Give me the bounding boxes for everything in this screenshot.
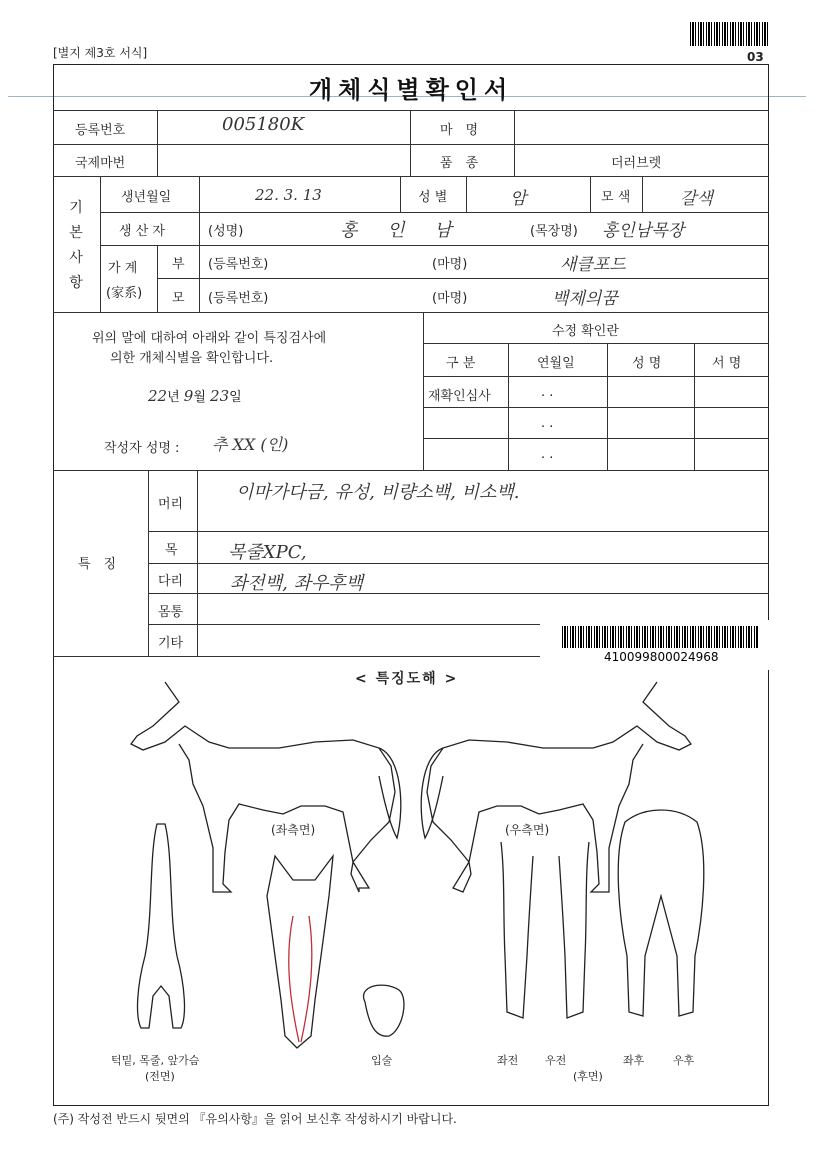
rule bbox=[694, 343, 695, 470]
legs-value: 좌전백, 좌우후백 bbox=[230, 573, 364, 594]
rule bbox=[197, 470, 198, 656]
legs-label: 다리 bbox=[158, 574, 184, 589]
rule bbox=[423, 438, 769, 439]
right-hind-caption: 우후 bbox=[673, 1054, 695, 1067]
rule bbox=[466, 176, 467, 212]
producer-name-label: (성명) bbox=[208, 224, 244, 239]
rule bbox=[148, 531, 769, 532]
intl-no-label: 국제마번 bbox=[75, 156, 126, 171]
rule bbox=[100, 245, 769, 246]
front-caption-1: 턱밑, 목줄, 앞가슴 bbox=[111, 1054, 200, 1067]
date-year: 22 bbox=[148, 387, 168, 405]
head-value: 이마가다금, 유성, 비량소백, 비소백. bbox=[236, 482, 520, 503]
breed-label: 품 종 bbox=[440, 156, 479, 171]
muzzle-caption: 입술 bbox=[371, 1054, 393, 1067]
head-label: 머리 bbox=[158, 497, 184, 512]
rule bbox=[423, 376, 769, 377]
hindquarters-rear bbox=[618, 810, 704, 1016]
farm-value: 홍인남목장 bbox=[602, 221, 685, 241]
rule bbox=[157, 110, 158, 176]
reg-no-value: 005180K bbox=[222, 114, 305, 135]
rule bbox=[148, 470, 149, 656]
rear-caption: (후면) bbox=[573, 1070, 603, 1083]
issue-date bbox=[148, 386, 242, 405]
rule bbox=[607, 343, 608, 470]
sex-value: 암 bbox=[510, 189, 527, 209]
rule bbox=[157, 245, 158, 312]
pedigree-label: 가 계 bbox=[108, 261, 138, 276]
neck-label: 목 bbox=[165, 543, 178, 558]
rule bbox=[423, 343, 769, 344]
front-caption-2: (전면) bbox=[145, 1070, 175, 1083]
rule bbox=[590, 176, 591, 212]
rule bbox=[53, 144, 769, 145]
right-side-tail bbox=[421, 748, 443, 838]
sire-reg-label: (등록번호) bbox=[208, 257, 269, 272]
writer-value: 추 XX (인) bbox=[212, 435, 289, 454]
breed-value: 더러브렛 bbox=[611, 156, 662, 171]
color-value: 갈색 bbox=[680, 189, 713, 209]
rule bbox=[53, 312, 769, 313]
right-fore-caption: 우전 bbox=[545, 1054, 567, 1067]
rule bbox=[53, 110, 769, 111]
front-view-body bbox=[138, 824, 185, 1028]
muzzle bbox=[364, 985, 404, 1036]
neck-value: 목줄XPC, bbox=[228, 542, 307, 563]
reg-no-label: 등록번호 bbox=[75, 123, 126, 138]
dam-name-label: (마명) bbox=[432, 291, 468, 306]
revision-col-date: 연월일 bbox=[537, 356, 575, 371]
footer-note: (주) 작성전 반드시 뒷면의 『유의사항』을 읽어 보신후 작성하시기 바랍니다. bbox=[53, 1112, 457, 1126]
sire-name-value: 새클포드 bbox=[560, 255, 626, 275]
top-barcode bbox=[690, 22, 768, 46]
date-year-label: 년 bbox=[167, 390, 180, 405]
rule bbox=[400, 176, 401, 212]
rule bbox=[199, 176, 200, 212]
producer-label: 생 산 자 bbox=[119, 224, 165, 239]
rule bbox=[199, 212, 200, 312]
horse-name-label: 마 명 bbox=[440, 123, 479, 138]
rule bbox=[157, 278, 769, 279]
body-label: 몸통 bbox=[158, 605, 184, 620]
date-month: 9 bbox=[183, 387, 194, 405]
dam-name-value: 백제의꿈 bbox=[552, 289, 618, 309]
left-side-horse bbox=[131, 682, 395, 892]
basic-section-label: 기본사항 bbox=[69, 200, 83, 291]
page-title: 개체식별확인서 bbox=[308, 76, 514, 104]
writer-label: 작성자 성명 : bbox=[104, 441, 180, 456]
right-side-caption: (우측면) bbox=[505, 823, 550, 837]
revision-col-type: 구 분 bbox=[446, 356, 476, 371]
form-number: [별지 제3호 서식] bbox=[53, 46, 148, 60]
revision-date-1: . . bbox=[541, 385, 554, 400]
sex-label: 성 별 bbox=[418, 190, 448, 205]
rule bbox=[423, 407, 769, 408]
left-hind-caption: 좌후 bbox=[623, 1054, 645, 1067]
head-front bbox=[267, 856, 333, 1048]
features-section-label: 특 징 bbox=[78, 557, 117, 572]
date-month-label: 월 bbox=[193, 390, 206, 405]
other-label: 기타 bbox=[158, 636, 184, 651]
revision-date-2: . . bbox=[541, 416, 554, 431]
diagram-title: < 특징도해 > bbox=[355, 671, 459, 687]
rule bbox=[100, 176, 101, 312]
feature-diagram bbox=[53, 656, 769, 1106]
dam-reg-label: (등록번호) bbox=[208, 291, 269, 306]
left-side-caption: (좌측면) bbox=[271, 823, 316, 837]
revision-col-sign: 서 명 bbox=[712, 356, 742, 371]
rule bbox=[642, 176, 643, 212]
sticker-barcode bbox=[562, 626, 758, 648]
producer-name-value: 홍 인 남 bbox=[340, 220, 464, 241]
rule bbox=[410, 110, 411, 176]
left-fore-caption: 좌전 bbox=[497, 1054, 519, 1067]
rule bbox=[100, 212, 769, 213]
rule bbox=[53, 470, 769, 471]
rule bbox=[514, 110, 515, 176]
dam-label: 모 bbox=[172, 291, 185, 306]
revision-date-3: . . bbox=[541, 447, 554, 462]
left-side-tail bbox=[379, 748, 401, 838]
sire-name-label: (마명) bbox=[432, 257, 468, 272]
rule bbox=[423, 312, 424, 470]
rule bbox=[53, 176, 769, 177]
forelegs-front bbox=[501, 842, 533, 1018]
page-code: 03 bbox=[747, 50, 764, 64]
sticker-number: 410099800024968 bbox=[604, 650, 719, 664]
date-day-label: 일 bbox=[229, 390, 242, 405]
sire-label: 부 bbox=[172, 257, 185, 272]
revision-col-name: 성 명 bbox=[632, 356, 662, 371]
statement-line-2: 의한 개체식별을 확인합니다. bbox=[110, 351, 274, 366]
rule bbox=[508, 343, 509, 470]
farm-label: (목장명) bbox=[530, 224, 578, 239]
statement-line-1: 위의 말에 대하여 아래와 같이 특징검사에 bbox=[92, 331, 327, 346]
revision-title: 수정 확인란 bbox=[552, 324, 619, 339]
birth-label: 생년월일 bbox=[121, 190, 172, 205]
date-day: 23 bbox=[210, 387, 230, 405]
birth-value: 22. 3. 13 bbox=[255, 186, 322, 204]
color-label: 모 색 bbox=[601, 190, 631, 205]
revision-row-1-label: 재확인심사 bbox=[428, 389, 491, 404]
pedigree-hanja: (家系) bbox=[106, 286, 143, 301]
